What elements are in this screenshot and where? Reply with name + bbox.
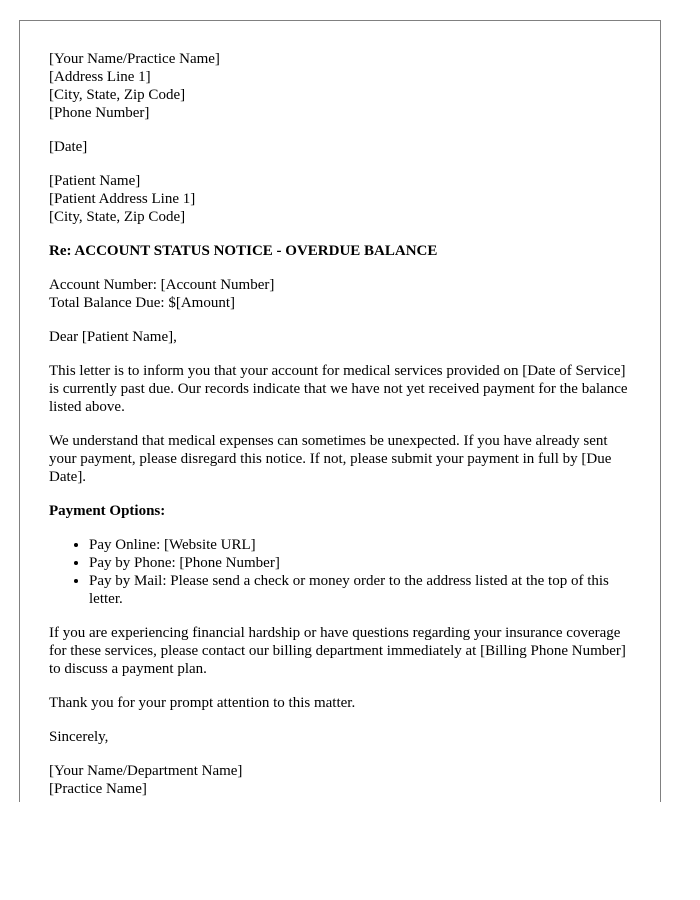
signature-practice: [Practice Name]: [49, 781, 147, 797]
closing: Sincerely,: [49, 729, 109, 745]
thanks-paragraph: Thank you for your prompt attention to this matter.: [49, 695, 356, 711]
date-block: [49, 138, 632, 156]
intro-paragraph: This letter is to inform you that your account for medical services provided on [Date of Service] is currently past due. Our records indicate that we have not yet received payment for the balance listed above.: [49, 363, 628, 415]
sender-phone: [Phone Number]: [49, 105, 150, 121]
recipient-name: [Patient Name]: [49, 173, 141, 189]
account-number: Account Number: [Account Number]: [49, 277, 275, 293]
recipient-city: [City, State, Zip Code]: [49, 209, 186, 225]
letter-page: [19, 20, 661, 802]
hardship-paragraph: If you are experiencing financial hardship or have questions regarding your insurance coverage for these services, please contact our billing department immediately at [Billing Phone Number] to discuss a payment plan.: [49, 625, 626, 677]
understanding-paragraph: We understand that medical expenses can sometimes be unexpected. If you have already sent your payment, please disregard this notice. If not, please submit your payment in full by [Due Date].: [49, 433, 612, 485]
recipient-block: [49, 172, 632, 226]
payment-option-mail: • Pay by Mail: Please send a check or money order to the address listed at the top of this letter.: [89, 572, 632, 608]
subject-line: Re: ACCOUNT STATUS NOTICE - OVERDUE BALANCE: [49, 243, 438, 259]
payment-option-phone: • Pay by Phone: [Phone Number]: [89, 554, 632, 572]
salutation: Dear [Patient Name],: [49, 329, 177, 345]
payment-options-list: [49, 536, 632, 608]
balance-due: Total Balance Due: $[Amount]: [49, 295, 235, 311]
sender-city: [City, State, Zip Code]: [49, 87, 186, 103]
payment-option-online: • Pay Online: [Website URL]: [89, 536, 632, 554]
signature-name: [Your Name/Department Name]: [49, 763, 243, 779]
account-block: [49, 276, 632, 312]
payment-options-heading: Payment Options:: [49, 503, 166, 519]
sender-block: [49, 50, 632, 122]
sender-name: [Your Name/Practice Name]: [49, 51, 220, 67]
recipient-address: [Patient Address Line 1]: [49, 191, 196, 207]
signature-block: [49, 762, 632, 798]
sender-address: [Address Line 1]: [49, 69, 151, 85]
letter-date: [Date]: [49, 139, 88, 155]
